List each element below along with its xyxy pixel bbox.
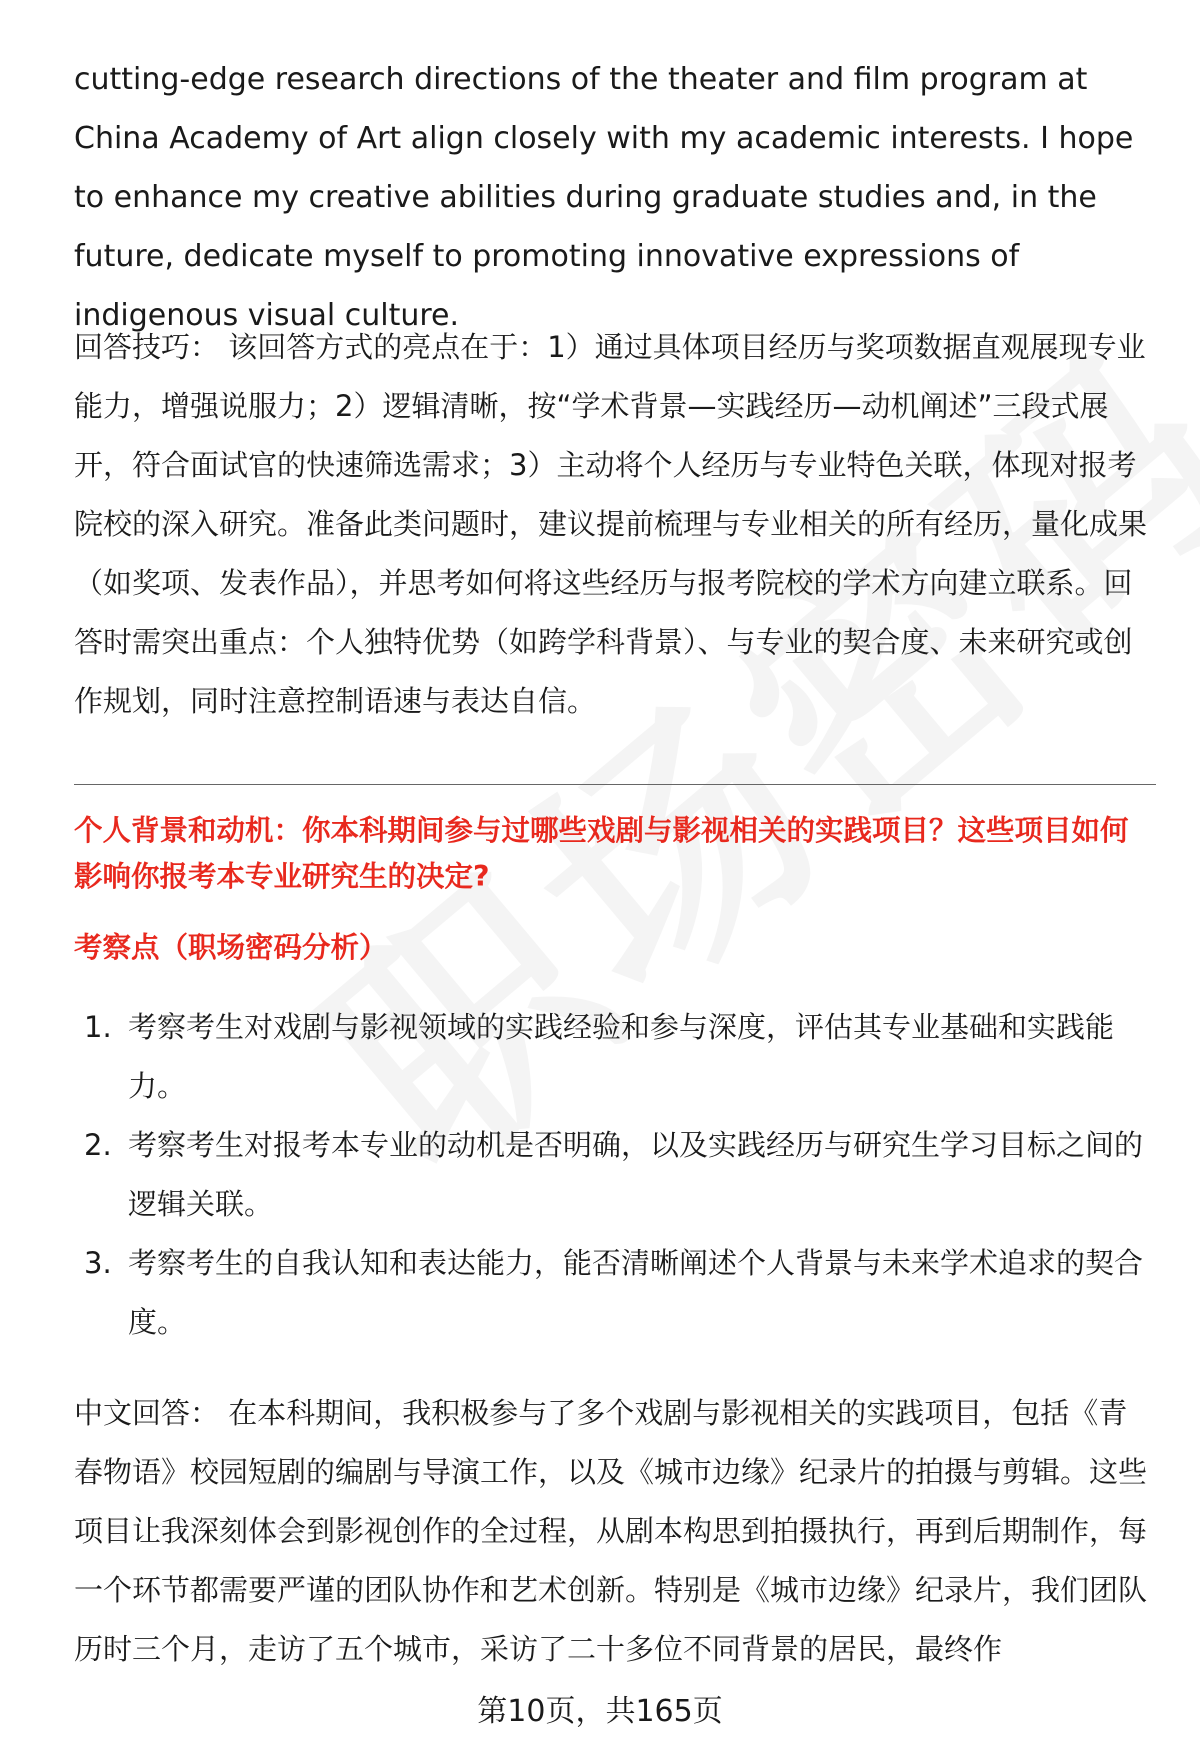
question-heading: 个人背景和动机：你本科期间参与过哪些戏剧与影视相关的实践项目？这些项目如何影响你报考本专业研究生的决定? (74, 814, 1129, 893)
answer-tip-paragraph: 回答技巧： 该回答方式的亮点在于：1）通过具体项目经历与奖项数据直观展现专业能力，增强说服力；2）逻辑清晰，按“学术背景—实践经历—动机阐述”三段式展开，符合面试官的快速筛选需求；3）主动将个人经历与专业特色关联，体现对报考院校的深入研究。准备此类问题时，建议提前梳理与专业相关的所有经历，量化成果（如奖项、发表作品），并思考如何将这些经历与报考院校的学术方向建立联系。回答时需突出重点：个人独特优势（如跨学科背景）、与专业的契合度、未来研究或创作规划，同时注意控制语速与表达自信。 (74, 330, 1148, 718)
list-item-text: 考察考生的自我认知和表达能力，能否清晰阐述个人背景与未来学术追求的契合度。 (128, 1246, 1144, 1339)
list-item (74, 1116, 1154, 1234)
list-item-text: 考察考生对戏剧与影视领域的实践经验和参与深度，评估其专业基础和实践能力。 (128, 1010, 1115, 1103)
list-item-number: 3. (84, 1246, 112, 1280)
intro-paragraph: cutting-edge research directions of the theater and film program at China Academy of Art align closely with my academic interests. I hope to enhance my creative abilities during graduate studies and, in the future, dedicate myself to promoting innovative expressions of indigenous visual culture. (74, 62, 1134, 333)
list-item-number: 2. (84, 1128, 112, 1162)
list-item-text: 考察考生对报考本专业的动机是否明确，以及实践经历与研究生学习目标之间的逻辑关联。 (128, 1128, 1144, 1221)
section-divider (74, 784, 1156, 785)
list-item (74, 998, 1154, 1116)
assessment-heading: 考察点（职场密码分析） (74, 931, 388, 964)
assessment-list (74, 998, 1154, 1352)
chinese-answer-paragraph: 中文回答： 在本科期间，我积极参与了多个戏剧与影视相关的实践项目，包括《青春物语》校园短剧的编剧与导演工作，以及《城市边缘》纪录片的拍摄与剪辑。这些项目让我深刻体会到影视创作的全过程，从剧本构思到拍摄执行，再到后期制作，每一个环节都需要严谨的团队协作和艺术创新。特别是《城市边缘》纪录片，我们团队历时三个月，走访了五个城市，采访了二十多位不同背景的居民，最终作 (74, 1396, 1148, 1666)
list-item (74, 1234, 1154, 1352)
list-item-number: 1. (84, 1010, 112, 1044)
page-footer: 第10页，共165页 (477, 1694, 723, 1729)
